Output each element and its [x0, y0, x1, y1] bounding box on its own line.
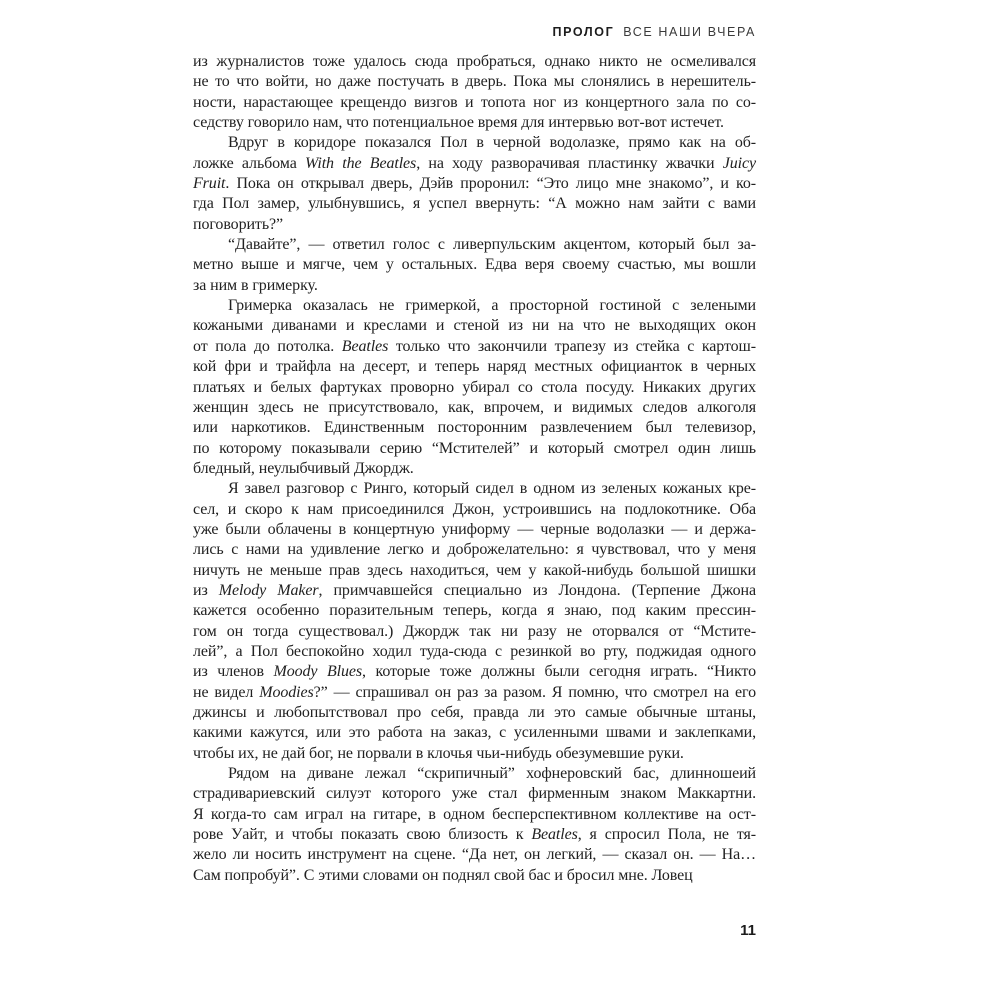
text-line: из Melody Maker, примчавшейся специально из Лондона. (Терпение Джона	[193, 581, 757, 599]
text-line: кажется особенно поразительным теперь, когда я знаю, под каким прессин-	[193, 602, 756, 620]
text-line: седству говорило нам, что потенциальное время для интервью вот-вот истечет.	[193, 114, 724, 132]
text-line: “Давайте”, — ответил голос с ливерпульским акцентом, который был за-	[228, 236, 756, 254]
running-header-chapter-title: ВСЕ НАШИ ВЧЕРА	[623, 25, 756, 39]
text-line: гом он тогда существовал.) Джордж так ни разу не оторвался от “Мстите-	[193, 622, 756, 640]
italic-text: With the Beatles	[305, 154, 417, 172]
text-line: ности, нарастающее крещендо визгов и топота ног из концертного зала по со-	[193, 93, 756, 111]
italic-text: Juicy	[722, 154, 756, 172]
italic-text: Fruit	[193, 175, 226, 193]
text-line: жело ли носить инструмент на сцене. “Да нет, он легкий, — сказал он. — На…	[193, 846, 756, 864]
text-line: Гримерка оказалась не гримеркой, а просторной гостиной с зелеными	[228, 297, 756, 315]
text-line: по которому показывали серию “Мстителей” и который смотрел один лишь	[193, 439, 756, 457]
paragraph	[193, 296, 756, 479]
paragraph	[193, 235, 756, 296]
text-line: бледный, неулыбчивый Джордж.	[193, 459, 414, 477]
text-line: страдивариевский силуэт которого уже стал фирменным знаком Маккартни.	[193, 785, 756, 803]
text-line: платьях и белых фартуках проворно убирал со стола посуду. Никаких других	[193, 378, 756, 396]
text-line: за ним в гримерку.	[193, 276, 318, 294]
text-line: лись с нами на удивление легко и доброжелательно: я чувствовал, что у меня	[193, 541, 756, 559]
text-line: сел, и скоро к нам присоединился Джон, устроившись на подлокотнике. Оба	[193, 500, 756, 518]
italic-text: Beatles	[531, 826, 578, 844]
text-line: ничуть не меньше прав здесь находиться, чем у какой-нибудь большой шишки	[193, 561, 756, 579]
paragraph	[193, 479, 756, 764]
italic-text: Beatles	[341, 337, 389, 355]
paragraph	[193, 52, 756, 133]
text-line: Рядом на диване лежал “скрипичный” хофнеровский бас, длинношеий	[228, 765, 756, 783]
text-line: рове Уайт, и чтобы показать свою близость к Beatles, я спросил Пола, не тя-	[193, 826, 757, 844]
text-line: или наркотиков. Единственным посторонним развлечением был телевизор,	[193, 419, 756, 437]
text-line: Я завел разговор с Ринго, который сидел в одном из зеленых кожаных кре-	[228, 480, 756, 498]
text-line: ложке альбома With the Beatles, на ходу разворачивая пластинку жвачки Juicy	[193, 154, 756, 172]
text-line: лей”, а Пол беспокойно ходил туда-сюда с резинкой во рту, поджидая одного	[193, 642, 756, 660]
text-line: гда Пол замер, улыбнувшись, я успел ввернуть: “А можно нам зайти с вами	[193, 195, 756, 213]
text-line: чтобы их, не дай бог, не порвали в клочья чьи-нибудь обезумевшие руки.	[193, 744, 684, 762]
text-line: от пола до потолка. Beatles только что закончили трапезу из стейка с картош-	[193, 337, 756, 355]
text-line: женщин здесь не присутствовало, как, впрочем, и видимых следов алкоголя	[193, 398, 756, 416]
text-line: Сам попробуй”. С этими словами он поднял свой бас и бросил мне. Ловец	[193, 866, 693, 884]
page-number: 11	[740, 922, 756, 939]
text-line: Я когда-то сам играл на гитаре, в одном бесперспективном коллективе на ост-	[193, 805, 756, 823]
italic-text: Melody Maker	[218, 581, 319, 599]
italic-text: Moody Blues	[273, 663, 363, 681]
text-line: метно выше и мягче, чем у остальных. Едва веря своему счастью, мы вошли	[193, 256, 756, 274]
text-line: поговорить?”	[193, 215, 284, 233]
text-line: Вдруг в коридоре показался Пол в черной водолазке, прямо как на об-	[228, 134, 756, 152]
text-line: не видел Moodies?” — спрашивал он раз за разом. Я помню, что смотрел на его	[193, 683, 757, 701]
text-line: из журналистов тоже удалось сюда пробраться, однако никто не осмеливался	[193, 53, 756, 70]
text-line: Fruit. Пока он открывал дверь, Дэйв проронил: “Это лицо мне знакомо”, и ко-	[193, 175, 756, 193]
page-body	[193, 52, 756, 886]
text-line: из членов Moody Blues, которые тоже должны были сегодня играть. “Никто	[193, 663, 757, 681]
italic-text: Moodies	[259, 683, 314, 701]
paragraph	[193, 764, 756, 886]
running-header	[193, 25, 756, 39]
text-line: уже были облачены в концертную униформу — черные водолазки — и держа-	[193, 520, 756, 538]
text-line: джинсы и любопытствовал про себя, правда ли это самые обычные штаны,	[193, 704, 756, 721]
text-line: кожаными диванами и креслами и стеной из ни на что не выходящих окон	[193, 317, 756, 335]
running-header-section-label: ПРОЛОГ	[552, 25, 615, 39]
text-line: не то что войти, но даже постучать в дверь. Пока мы слонялись в нерешитель-	[193, 73, 756, 91]
paragraph	[193, 133, 756, 235]
text-line: какими кажутся, или это работа на заказ, с усиленными швами и заклепками,	[193, 724, 756, 742]
text-line: кой фри и трайфла на десерт, и теперь наряд местных официанток в черных	[193, 358, 756, 376]
